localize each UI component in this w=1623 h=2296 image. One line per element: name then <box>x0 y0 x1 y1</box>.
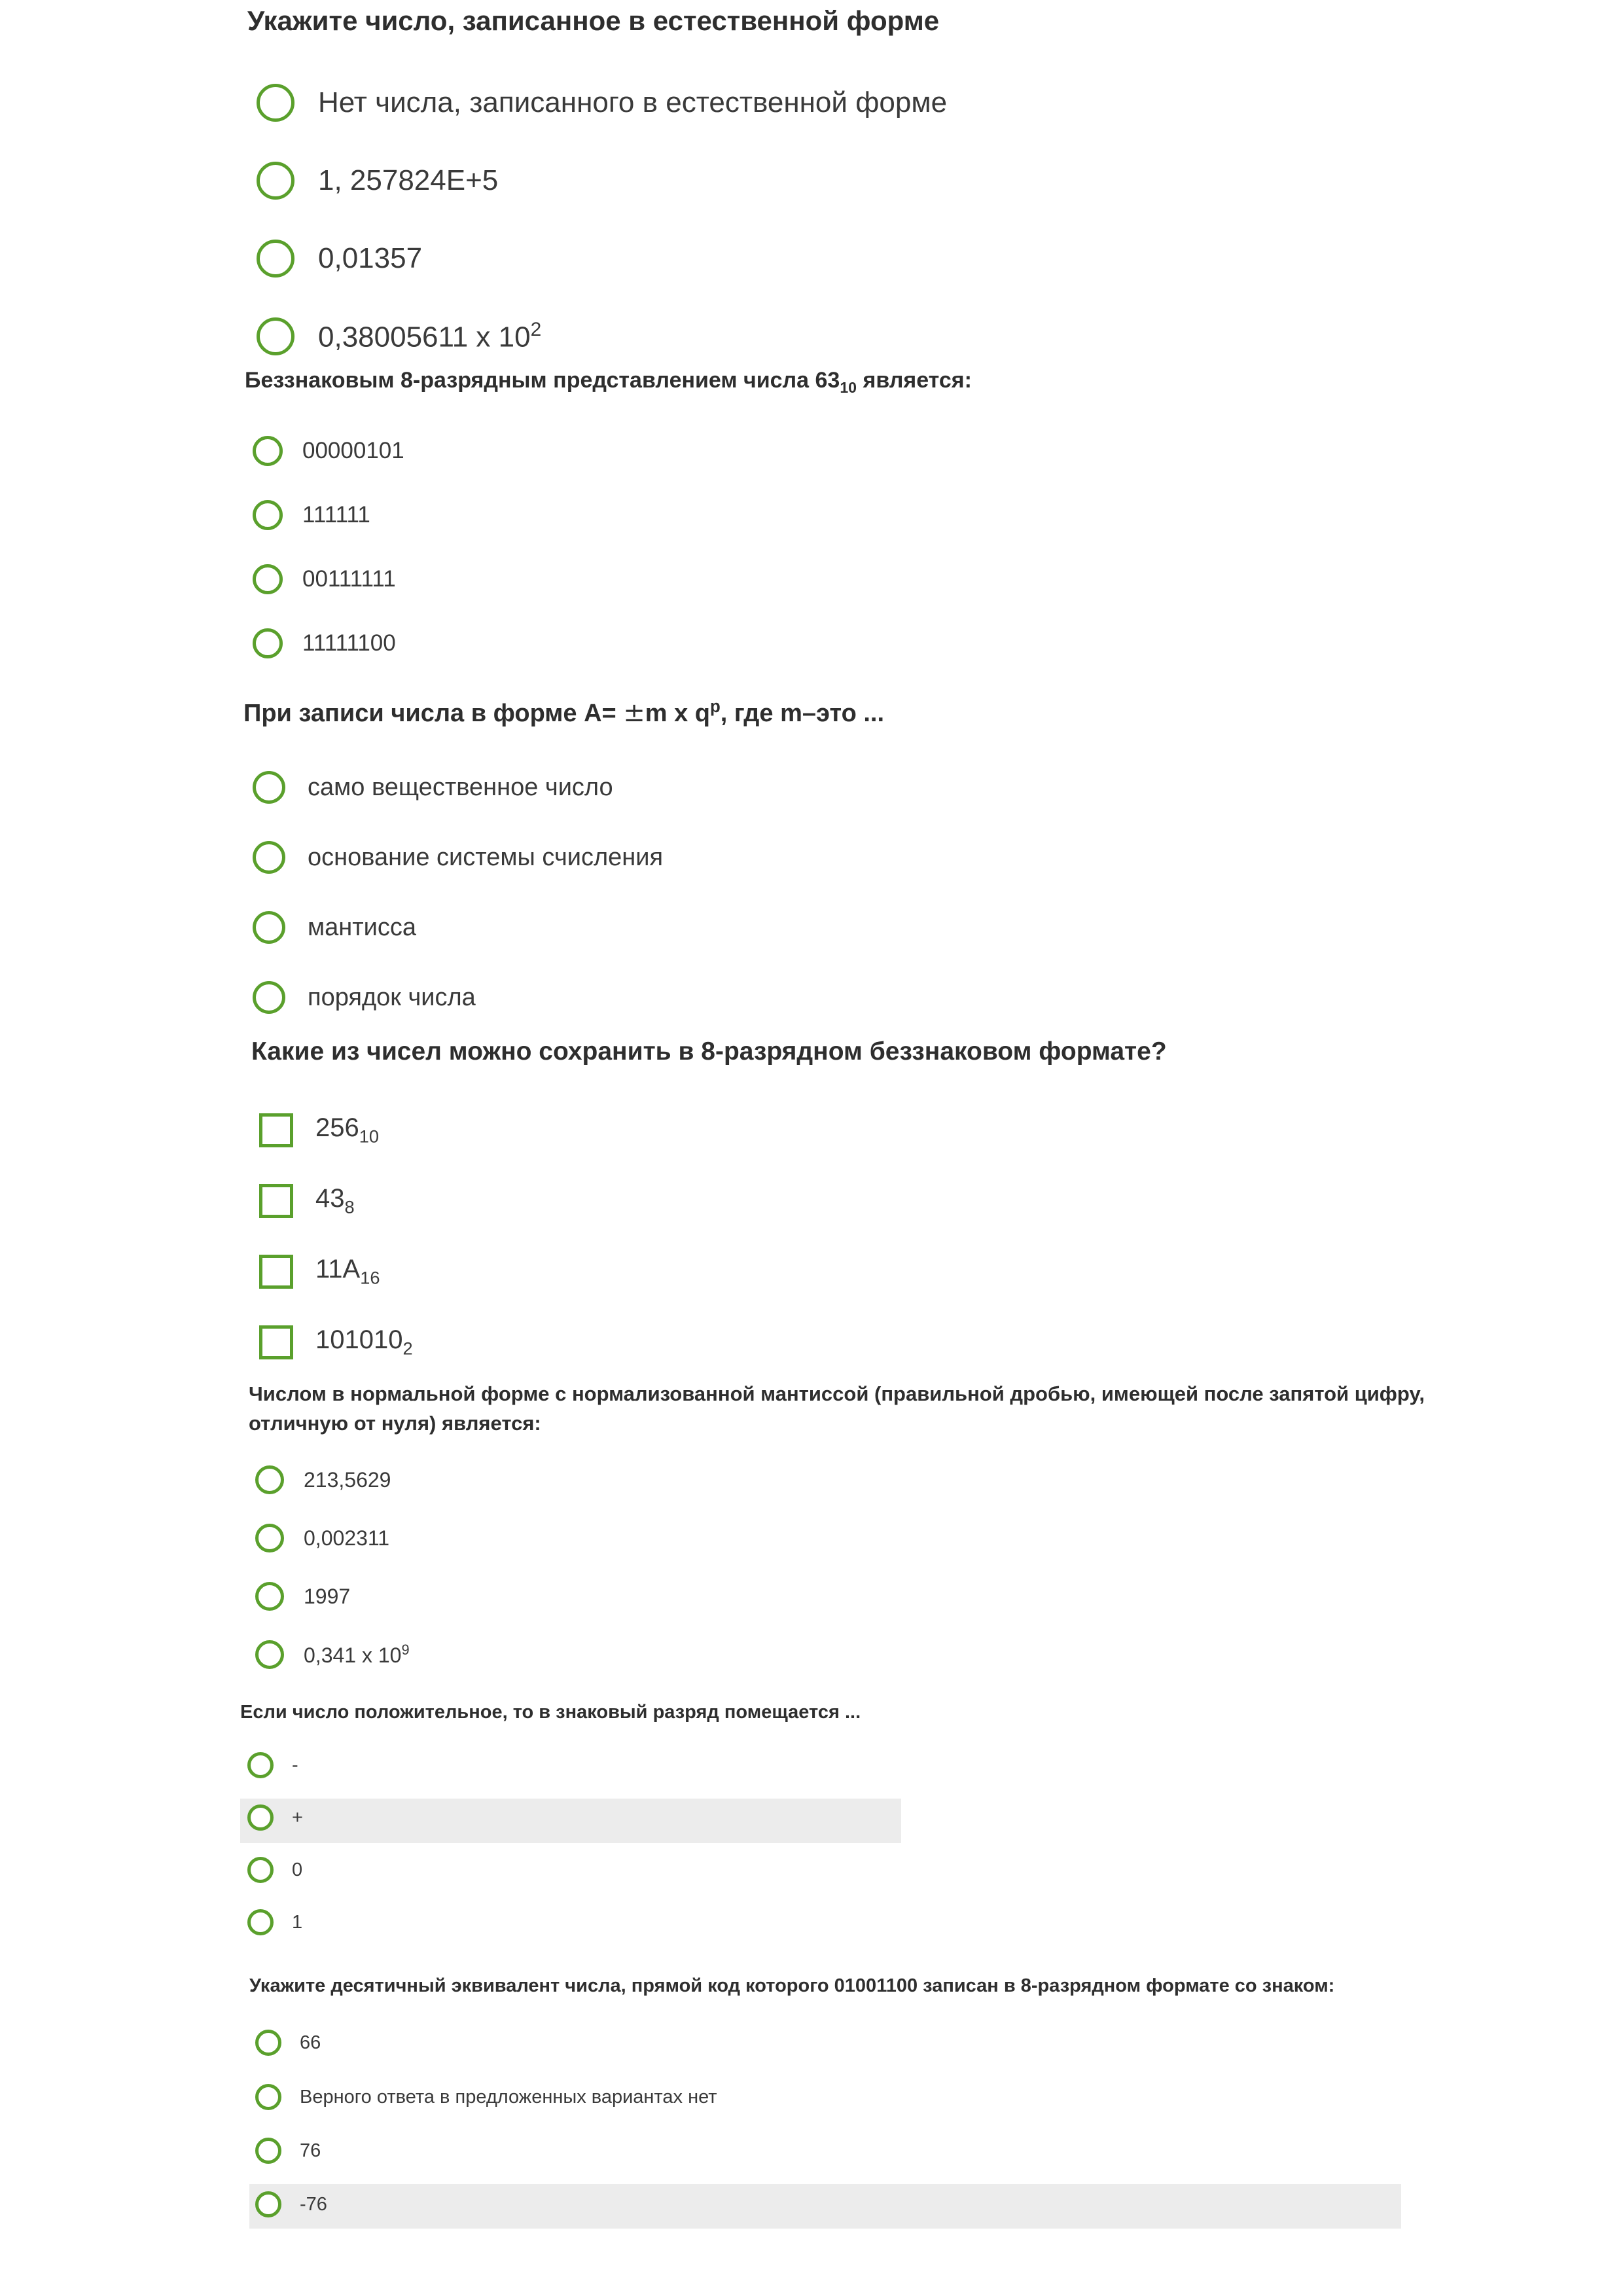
question-6-option-2[interactable] <box>247 1804 303 1831</box>
radio-button[interactable] <box>253 911 285 944</box>
question-7-option-2[interactable] <box>255 2084 717 2110</box>
option-label: 00000101 <box>302 438 404 463</box>
radio-button[interactable] <box>257 317 294 355</box>
option-label: 111111 <box>302 502 370 528</box>
radio-button[interactable] <box>253 841 285 874</box>
option-number: 43 <box>315 1184 345 1213</box>
option-label: само вещественное число <box>308 773 613 801</box>
radio-button[interactable] <box>255 2030 281 2056</box>
option-label <box>315 1325 413 1359</box>
question-2-option-2[interactable] <box>253 500 370 530</box>
question-4-option-3[interactable] <box>259 1255 380 1289</box>
option-label: 1 <box>292 1911 303 1933</box>
radio-button[interactable] <box>257 84 294 122</box>
question-6-title: Если число положительное, то в знаковый разряд помещается ... <box>240 1702 861 1723</box>
option-number: 11A <box>315 1255 361 1284</box>
radio-button[interactable] <box>253 564 283 594</box>
question-5-option-4[interactable] <box>255 1640 410 1669</box>
question-4-option-2[interactable] <box>259 1184 355 1218</box>
option-label: - <box>292 1754 298 1776</box>
option-label <box>315 1184 355 1218</box>
question-7-title: Укажите десятичный эквивалент числа, прямой код которого 01001100 записан в 8-разрядном формате со знаком: <box>249 1975 1335 1996</box>
option-label: основание системы счисления <box>308 843 664 871</box>
question-4-option-4[interactable] <box>259 1325 413 1359</box>
option-label: 213,5629 <box>304 1467 391 1492</box>
option-base: 10 <box>359 1126 379 1147</box>
question-1-option-3[interactable] <box>257 240 422 278</box>
option-label: + <box>292 1806 303 1828</box>
question-5-option-1[interactable] <box>255 1465 391 1494</box>
option-label: 00111111 <box>302 566 396 592</box>
option-label: 76 <box>300 2140 321 2161</box>
checkbox[interactable] <box>259 1255 293 1289</box>
question-6-option-4[interactable] <box>247 1909 302 1935</box>
option-label: мантисса <box>308 913 417 941</box>
hovered-option-highlight <box>240 1799 901 1843</box>
question-2-option-1[interactable] <box>253 436 404 466</box>
question-7-option-3[interactable] <box>255 2138 321 2164</box>
radio-button[interactable] <box>255 1640 284 1669</box>
question-3-option-4[interactable] <box>253 981 476 1014</box>
question-3-option-3[interactable] <box>253 911 416 944</box>
option-label: 1, 257824E+5 <box>318 164 499 196</box>
option-label: 0 <box>292 1859 303 1880</box>
question-1-title: Укажите число, записанное в естественной форме <box>247 5 940 36</box>
radio-button[interactable] <box>255 2084 281 2110</box>
question-3-title <box>243 698 884 728</box>
question-2-option-4[interactable] <box>253 628 396 658</box>
option-label: 11111100 <box>302 630 396 656</box>
option-label <box>315 1113 379 1147</box>
radio-button[interactable] <box>257 240 294 278</box>
option-exponent: 2 <box>530 319 542 341</box>
option-label: порядок числа <box>308 983 476 1011</box>
title-text-end: , где m–это ... <box>720 700 885 728</box>
title-subscript: 10 <box>840 379 857 397</box>
radio-button[interactable] <box>255 1524 284 1552</box>
radio-button[interactable] <box>247 1857 274 1883</box>
radio-button[interactable] <box>253 500 283 530</box>
option-label: Нет числа, записанного в естественной форме <box>318 86 948 118</box>
option-base: 0,341 x 10 <box>304 1643 402 1667</box>
question-2-option-3[interactable] <box>253 564 396 594</box>
hovered-option-highlight <box>249 2184 1401 2229</box>
option-label <box>318 319 541 353</box>
option-label <box>304 1641 410 1668</box>
question-6-option-1[interactable] <box>247 1752 298 1778</box>
question-6-option-3[interactable] <box>247 1857 302 1883</box>
checkbox[interactable] <box>259 1113 293 1147</box>
title-text: При записи числа в форме A= <box>243 700 624 728</box>
title-superscript: p <box>710 698 721 716</box>
radio-button[interactable] <box>255 2138 281 2164</box>
radio-button[interactable] <box>257 162 294 200</box>
question-1-option-1[interactable] <box>257 84 947 122</box>
question-4-title: Какие из чисел можно сохранить в 8-разрядном беззнаковом формате? <box>251 1037 1167 1066</box>
question-5-title-line-2: отличную от нуля) является: <box>249 1412 541 1435</box>
option-label: -76 <box>300 2193 327 2215</box>
option-label <box>315 1255 380 1289</box>
checkbox[interactable] <box>259 1184 293 1218</box>
question-7-option-4[interactable] <box>255 2191 327 2217</box>
question-1-option-2[interactable] <box>257 162 498 200</box>
radio-button[interactable] <box>253 628 283 658</box>
radio-button[interactable] <box>255 1582 284 1611</box>
checkbox[interactable] <box>259 1325 293 1359</box>
question-3-option-2[interactable] <box>253 841 663 874</box>
question-3-option-1[interactable] <box>253 771 613 804</box>
radio-button[interactable] <box>255 2191 281 2217</box>
option-base: 8 <box>344 1196 355 1217</box>
option-exponent: 9 <box>401 1641 410 1659</box>
radio-button[interactable] <box>247 1909 274 1935</box>
option-label: Верного ответа в предложенных вариантах нет <box>300 2086 717 2108</box>
radio-button[interactable] <box>253 436 283 466</box>
radio-button[interactable] <box>253 981 285 1014</box>
radio-button[interactable] <box>253 771 285 804</box>
title-formula: m x q <box>645 700 710 728</box>
radio-button[interactable] <box>255 1465 284 1494</box>
option-base: 2 <box>402 1338 413 1359</box>
option-label: 1997 <box>304 1584 351 1608</box>
question-5-title-line-1: Числом в нормальной форме с нормализованной мантиссой (правильной дробью, имеющей после запятой цифру, <box>249 1382 1425 1405</box>
question-5-option-3[interactable] <box>255 1582 350 1611</box>
option-base: 16 <box>360 1267 380 1288</box>
option-number: 101010 <box>315 1325 403 1355</box>
option-label: 66 <box>300 2032 321 2053</box>
question-4-option-1[interactable] <box>259 1113 379 1147</box>
option-base: 0,38005611 x 10 <box>318 321 531 353</box>
title-text: Беззнаковым 8-разрядным представлением числа 63 <box>245 368 840 393</box>
question-5-option-2[interactable] <box>255 1524 389 1552</box>
plus-minus-sign: ± <box>623 698 645 728</box>
question-2-title <box>245 368 972 397</box>
option-label: 0,002311 <box>304 1526 390 1550</box>
option-number: 256 <box>315 1113 359 1143</box>
title-text-end: является: <box>857 368 972 393</box>
option-label: 0,01357 <box>318 242 423 274</box>
question-7-option-1[interactable] <box>255 2030 321 2056</box>
radio-button[interactable] <box>247 1752 274 1778</box>
radio-button[interactable] <box>247 1804 274 1831</box>
question-1-option-4[interactable] <box>257 317 541 355</box>
